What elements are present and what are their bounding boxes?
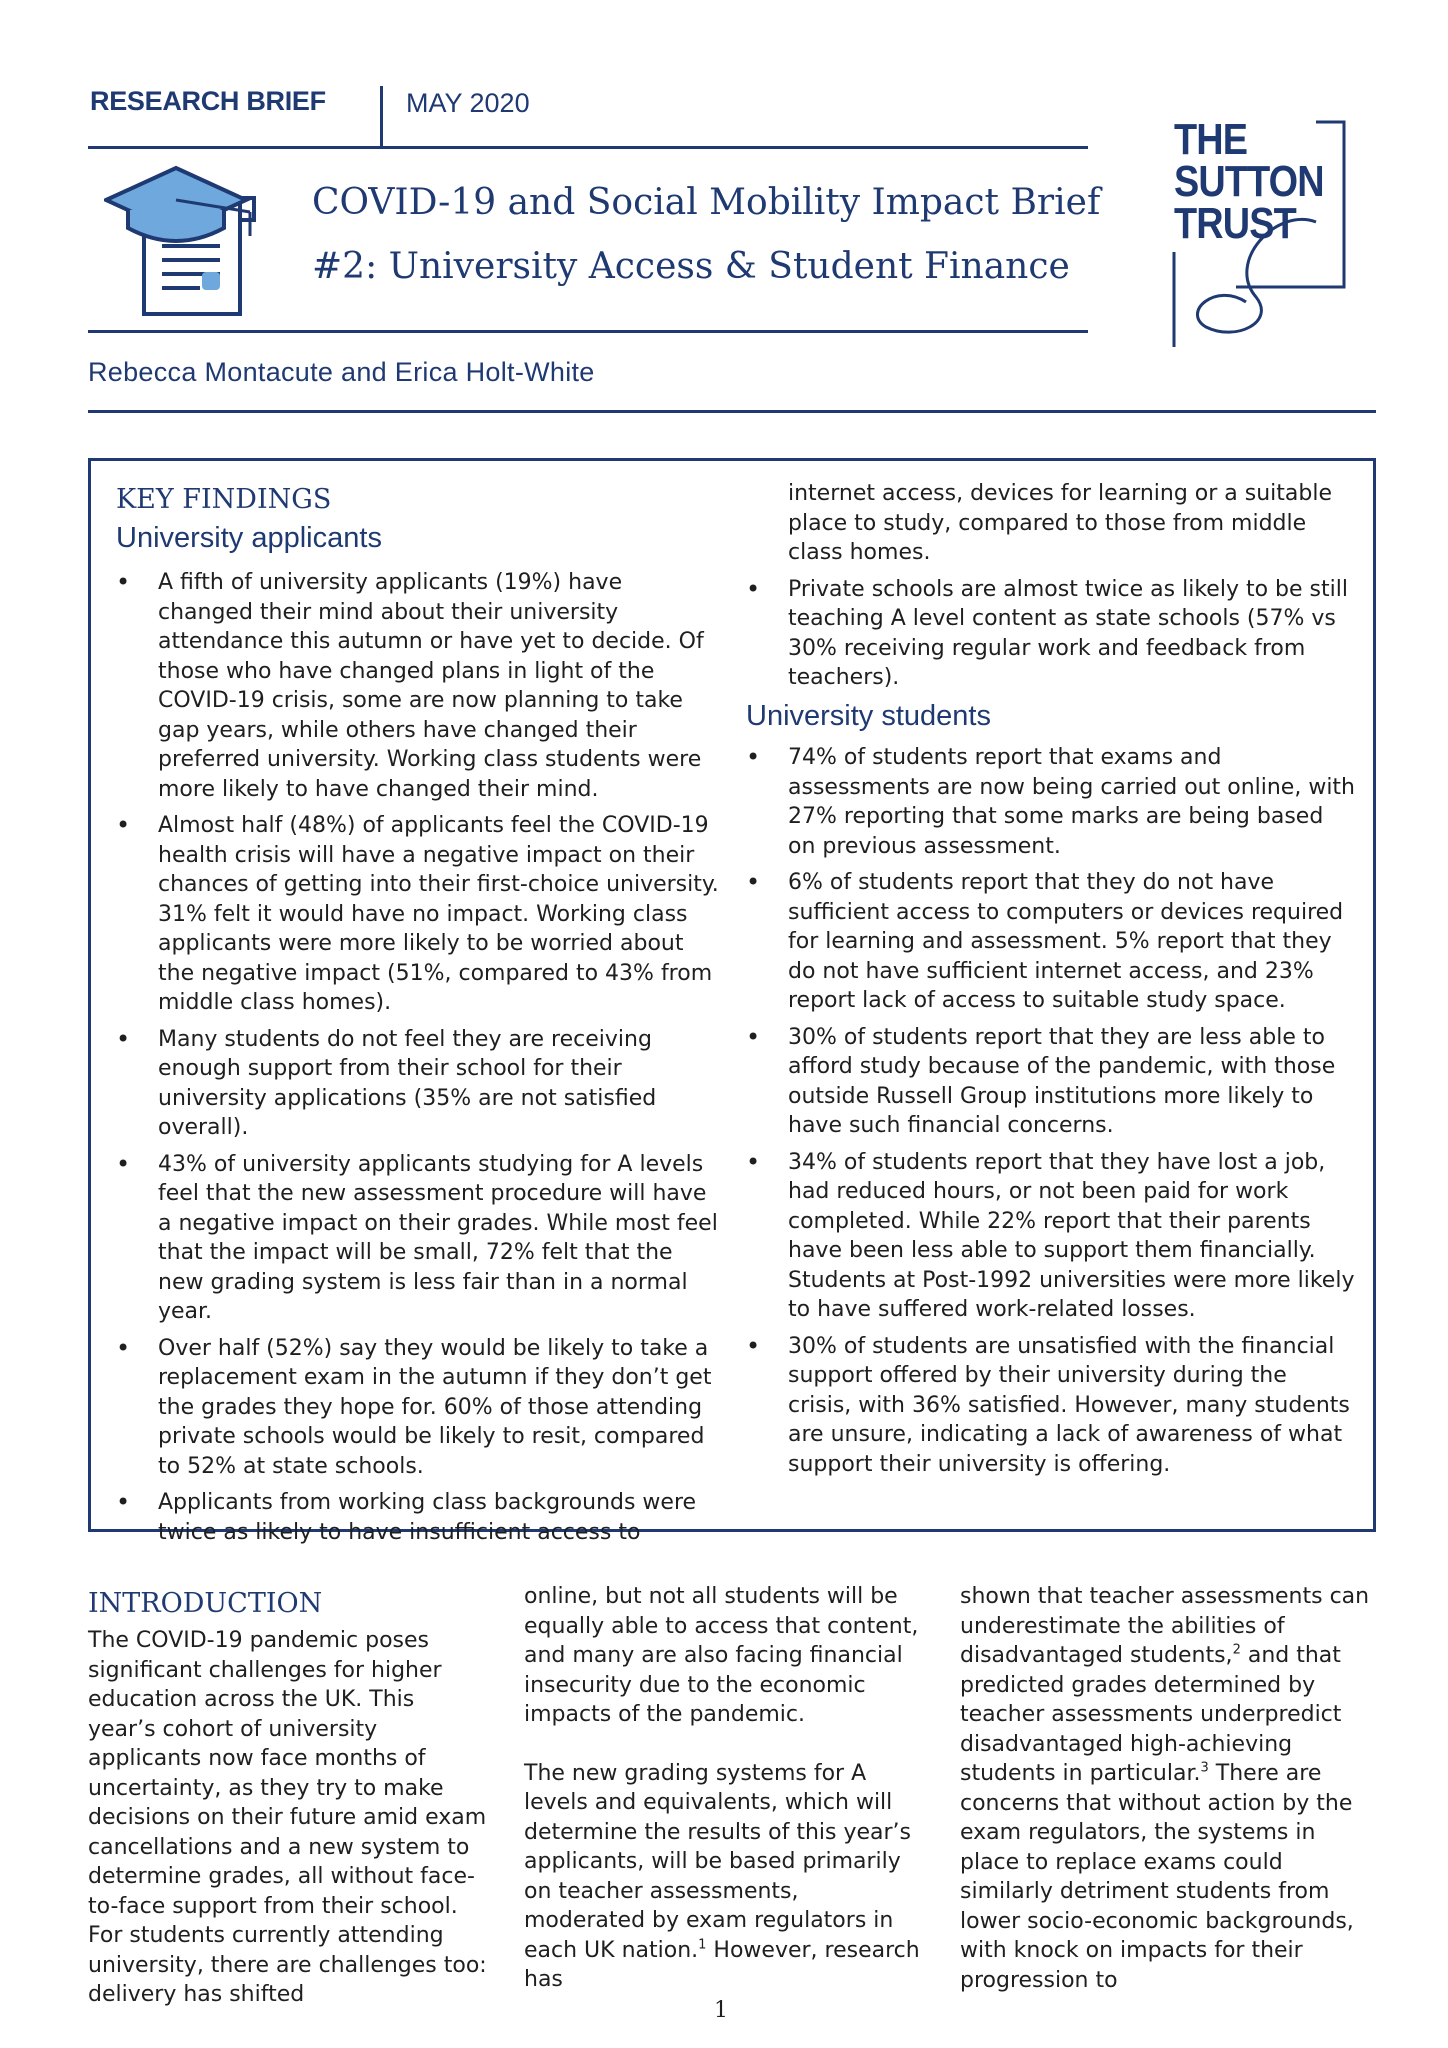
intro-column-2 [524,1582,924,1995]
finding-item: • 43% of university applicants studying for A levels feel that the new assessment procedure will have a negative impact on their grades. While most feel that the impact will be small, 72% felt that the new grading system is less fair than in a normal year. [116,1150,722,1327]
finding-continuation: internet access, devices for learning or a suitable place to study, compared to those from middle class homes. [788,481,1333,565]
logo-text-line: THE [1174,115,1248,164]
intro-paragraph [524,1759,924,1995]
publication-date: MAY 2020 [406,88,530,118]
footnote-ref[interactable]: 2 [1232,1642,1241,1658]
key-findings-heading: KEY FINDINGS [116,484,332,515]
intro-paragraph [960,1582,1376,1995]
students-subheading: University students [746,700,991,732]
logo-text-line: TRUST [1174,199,1296,248]
page-number: 1 [714,1998,728,2023]
footnote-ref[interactable]: 3 [1200,1760,1209,1776]
finding-item: • 30% of students are unsatisfied with the financial support offered by their university during the crisis, with 36% satisfied. However, many students are unsure, indicating a lack of awareness of what support their university is offering. [746,1332,1356,1480]
finding-item: • Almost half (48%) of applicants feel the COVID-19 health crisis will have a negative impact on their chances of getting into their first-choice university. 31% felt it would have no impact. Working class applicants were more likely to be worried about the negative impact (51%, compared to 43% from middle class homes). [116,811,722,1018]
intro-paragraph: online, but not all students will be equally able to access that content, and many are also facing financial insecurity due to the economic impacts of the pandemic. [524,1584,919,1727]
finding-item: • Applicants from working class backgrounds were twice as likely to have insufficient access to [116,1488,722,1547]
document-with-graduation-cap-icon [104,160,274,320]
logo-text-line: SUTTON [1174,157,1324,206]
findings-right-column [746,479,1356,700]
title-line-2: #2: University Access & Student Finance [312,246,1070,287]
finding-item: • 30% of students report that they are less able to afford study because of the pandemic, with those outside Russell Group institutions more likely to have such financial concerns. [746,1023,1356,1141]
finding-item: • 34% of students report that they have lost a job, had reduced hours, or not been paid for work completed. While 22% report that their parents have been less able to support them financially. Students at Post-1992 universities were more likely to have suffered work-related losses. [746,1148,1356,1325]
finding-item: • 6% of students report that they do not have sufficient access to computers or devices required for learning and assessment. 5% report that they do not have sufficient internet access, and 23% report lack of access to suitable study space. [746,868,1356,1016]
authors: Rebecca Montacute and Erica Holt-White [88,357,595,387]
header-rule [88,146,1088,149]
intro-text: and that predicted grades determined by teacher assessments underpredict disadvantaged high-achieving students in particular. [960,1643,1342,1786]
finding-item: • Over half (52%) say they would be likely to take a replacement exam in the autumn if they don’t get the grades they hope for. 60% of those attending private schools would be likely to resit, compared to 52% at state schools. [116,1334,722,1482]
intro-column-3 [960,1582,1376,1995]
finding-item: • 74% of students report that exams and assessments are now being carried out online, with 27% reporting that some marks are being based on previous assessment. [746,743,1356,861]
intro-text: There are concerns that without action by the exam regulators, the systems in place to replace exams could similarly detriment students from lower socio-economic backgrounds, with knock on impacts for their progression to [960,1761,1354,1993]
introduction-heading: INTRODUCTION [88,1588,323,1619]
authors-rule [88,410,1376,413]
intro-text: The new grading systems for A levels and equivalents, which will determine the results of this year’s applicants, will be based primarily on teacher assessments, moderated by exam regulators in each UK nation. [524,1760,911,1963]
header-divider [380,86,383,146]
sutton-trust-logo [1166,112,1356,352]
applicants-subheading: University applicants [116,522,382,554]
finding-item: • A fifth of university applicants (19%) have changed their mind about their university attendance this autumn or have yet to decide. Of those who have changed plans in light of the COVID-19 crisis, some are now planning to take gap years, while others have changed their preferred university. Working class students were more likely to have changed their mind. [116,568,722,804]
finding-item: • Private schools are almost twice as likely to be still teaching A level content as state schools (57% vs 30% receiving regular work and feedback from teachers). [746,575,1356,693]
document-type-label: RESEARCH BRIEF [90,86,326,116]
intro-paragraph: The COVID-19 pandemic poses significant challenges for higher education across the UK. This year’s cohort of university applicants now face months of uncertainty, as they try to make decisions on their future amid exam cancellations and a new system to determine grades, all without face-to-face support from their school. For students currently attending university, there are challenges too: delivery has shifted [88,1628,487,2007]
intro-text: However, research has [524,1937,920,1992]
finding-item: • Many students do not feel they are receiving enough support from their school for their university applications (35% are not satisfied overall). [116,1025,722,1143]
applicants-findings-list [116,568,722,1554]
title-line-1: COVID-19 and Social Mobility Impact Brief [312,182,1101,223]
intro-column-1 [88,1626,488,2010]
students-findings-list [746,743,1356,1486]
title-rule [88,330,1088,333]
intro-text: shown that teacher assessments can underestimate the abilities of disadvantaged students, [960,1584,1370,1668]
footnote-ref[interactable]: 1 [698,1937,707,1953]
